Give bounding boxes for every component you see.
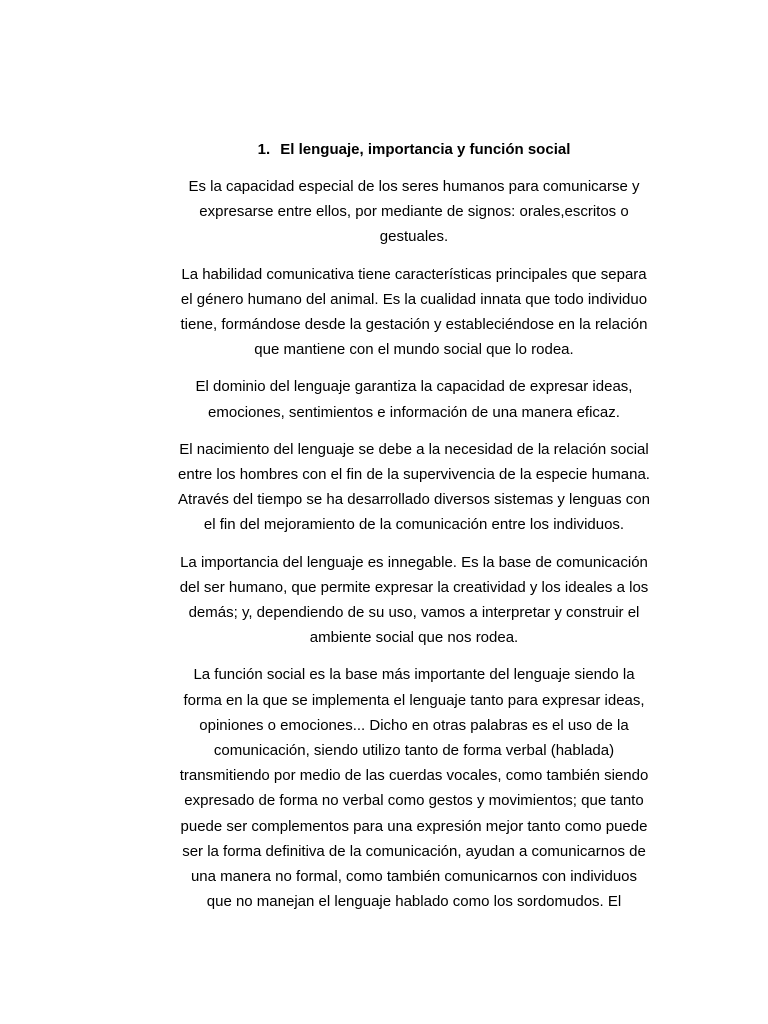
text-line: demás; y, dependiendo de su uso, vamos a interpretar y construir el [188,604,640,622]
heading-text: El lenguaje, importancia y función social [280,141,571,158]
paragraph-definition [160,174,668,250]
text-line: tiene, formándose desde la gestación y estableciéndose en la relación [180,316,648,334]
section-heading [160,137,668,162]
text-line: Es la capacidad especial de los seres humanos para comunicarse y [188,178,640,195]
text-line: del ser humano, que permite expresar la creatividad y los ideales a los [179,578,649,596]
text-line: La importancia del lenguaje es innegable. Es la base de comunicación [180,553,648,571]
text-line: El nacimiento del lenguaje se debe a la necesidad de la relación social [179,440,649,458]
text-line: expresado de forma no verbal como gestos y movimientos; que tanto [184,792,644,810]
text-line: transmitiendo por medio de las cuerdas vocales, como también siendo [179,767,649,785]
text-line: La función social es la base más importante del lenguaje siendo la [193,666,635,684]
text-line: que mantiene con el mundo social que lo rodea. [254,341,574,359]
text-line: gestuales. [379,228,449,246]
text-line: La habilidad comunicativa tiene características principales que separa [181,265,647,283]
text-line: una manera no formal, como también comunicarnos con individuos [190,868,638,886]
text-line: puede ser complementos para una expresión mejor tanto como puede [180,817,648,835]
text-line: ser la forma definitiva de la comunicación, ayudan a comunicarnos de [182,842,646,860]
text-line: comunicación, siendo utilizo tanto de forma verbal (hablada) [213,742,615,760]
text-line: forma en la que se implementa el lenguaje tanto para expresar ideas, [183,691,645,709]
heading-number: 1. [257,141,271,158]
text-line: el género humano del animal. Es la cualidad innata que todo individuo [180,290,648,308]
text-line: opiniones o emociones... Dicho en otras palabras es el uso de la [199,716,629,734]
text-line: emociones, sentimientos e información de una manera eficaz. [208,403,620,421]
paragraph-social-function [160,662,668,914]
paragraph-communicative-ability [160,262,668,363]
text-line: expresarse entre ellos, por mediante de signos: orales,escritos o [199,203,629,221]
text-line: ambiente social que nos rodea. [309,629,519,647]
text-line: Através del tiempo se ha desarrollado diversos sistemas y lenguas con [178,491,650,509]
text-line: el fin del mejoramiento de la comunicación entre los individuos. [203,516,625,534]
text-line: El dominio del lenguaje garantiza la capacidad de expresar ideas, [195,378,633,396]
paragraph-language-mastery [160,374,668,424]
paragraph-importance [160,550,668,651]
paragraph-origin-of-language [160,437,668,538]
document-body [160,137,668,926]
text-line: entre los hombres con el fin de la supervivencia de la especie humana. [178,466,650,484]
text-line: que no manejan el lenguaje hablado como los sordomudos. El [206,893,622,911]
